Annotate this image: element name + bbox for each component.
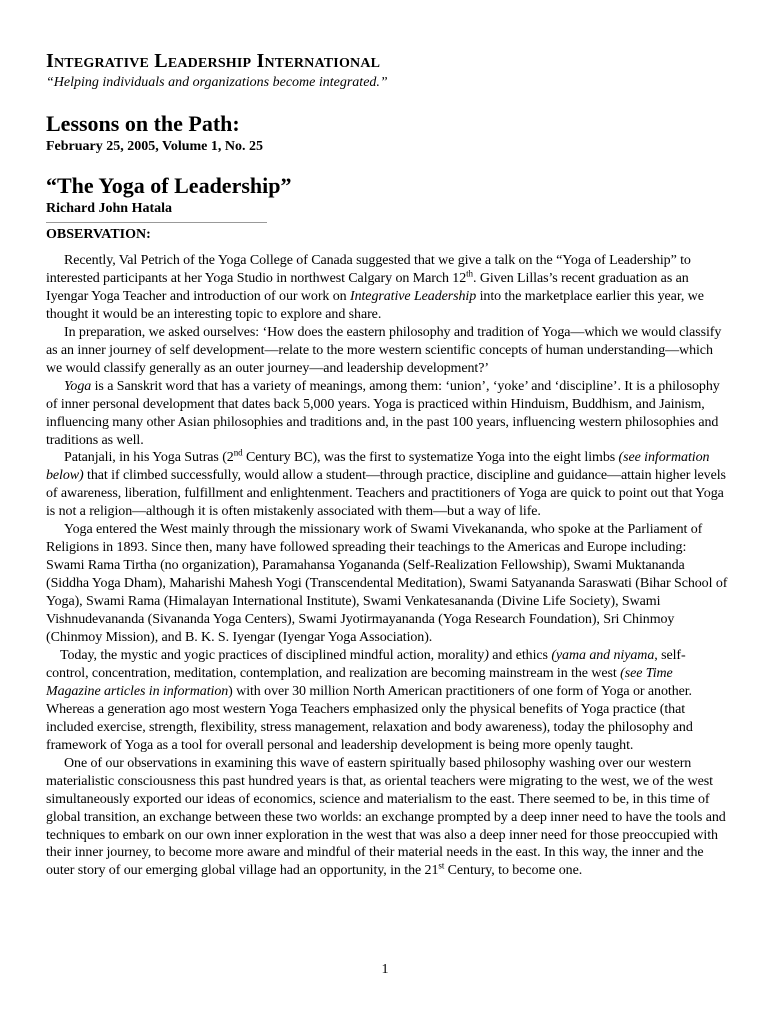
paragraph-6 — [46, 647, 728, 755]
issue-dateline: February 25, 2005, Volume 1, No. 25 — [46, 139, 263, 154]
paragraph-7 — [46, 755, 728, 881]
paragraph-5: Yoga entered the West mainly through the missionary work of Swami Vivekananda, who spoke at the Parliament of Religions in 1893. Since then, many have followed spreading their teachings to the Americas and Europe including: Swami Rama Tirtha (no organization), Paramahansa Yogananda (Self-Realization Fellowship), Swami Muktananda (Siddha Yoga Dham), Maharishi Mahesh Yogi (Transcendental Meditation), Swami Satyananda Saraswati (Bihar School of Yoga), Swami Rama (Himalayan International Institute), Swami Venkatesananda (Divine Life Society), Swami Vishnudevananda (Sivananda Yoga Centers), Swami Jyotirmayananda (Yoga Research Foundation), Sri Chinmoy (Chinmoy Mission), and B. K. S. Iyengar (Iyengar Yoga Association). — [46, 522, 728, 646]
paragraph-1-text-b: . Given Lillas’s recent graduation as an Iyengar Yoga Teacher and introduction of our work on — [46, 270, 689, 304]
section-heading: OBSERVATION: — [46, 227, 151, 242]
paragraph-4-text-c: that if climbed successfully, would allow a student—through practice, discipline and guidance—attain higher levels of awareness, liberation, fulfillment and enlightenment. Teachers and practitioners of Yoga are quick to point out that Yoga is not a religion—although it is often mistakenly associated with them—but a way of life. — [46, 468, 726, 520]
divider-line — [46, 222, 267, 223]
paragraph-4-text-b: Century BC), was the first to systematize Yoga into the eight limbs — [242, 450, 619, 466]
paragraph-1-text-c: into the marketplace earlier this year, we thought it would be an interesting topic to explore and share. — [46, 288, 704, 322]
paragraph-7-text-b: Century, to become one. — [444, 863, 583, 879]
paragraph-1-italic: Integrative Leadership — [350, 288, 477, 304]
paragraph-3-italic: Yoga — [64, 378, 92, 394]
paragraph-6-italic-c: (see Time Magazine articles in information — [46, 665, 673, 699]
article-author: Richard John Hatala — [46, 201, 173, 216]
paragraph-6-text-b: and ethics — [488, 647, 552, 663]
paragraph-6-text-d: ) with over 30 million North American practitioners of one form of Yoga or another. Whereas a generation ago most western Yoga Teachers emphasized only the physical benefits of Yoga practice (that included exercise, strength, flexibility, stress management, relaxation and body awareness), today the philosophy and framework of Yoga as a tool for overall personal and leadership development is being more openly taught. — [46, 683, 693, 753]
organization-tagline: “Helping individuals and organizations become integrated.” — [46, 75, 388, 90]
paragraph-4-italic: (see information below) — [46, 450, 710, 484]
paragraph-1 — [46, 252, 728, 324]
paragraph-6-text-c: , self-control, concentration, meditation, contemplation, and realization are becoming mainstream in the west — [46, 647, 686, 681]
paragraph-6-text-a: Today, the mystic and yogic practices of disciplined mindful action, morality — [60, 647, 485, 663]
paragraph-7-superscript: st — [438, 860, 445, 871]
paragraph-3 — [46, 378, 728, 450]
page-number: 1 — [381, 962, 389, 977]
paragraph-6-italic-a: ) — [484, 647, 489, 663]
paragraph-1-superscript: th — [466, 268, 473, 279]
paragraph-1-text-a: Recently, Val Petrich of the Yoga College of Canada suggested that we give a talk on the “Yoga of Leadership” to interested participants at her Yoga Studio in northwest Calgary on March 12 — [46, 253, 691, 286]
paragraph-6-italic-b: (yama and niyama — [551, 647, 655, 663]
organization-name: Integrative Leadership International — [46, 50, 381, 72]
paragraph-2: In preparation, we asked ourselves: ‘How does the eastern philosophy and tradition of Yoga—which we would classify as an inner journey of self development—relate to the more western scientific concepts of human understanding—which we would classify generally as an outer journey—and leadership development?’ — [46, 324, 722, 376]
paragraph-3-text: is a Sanskrit word that has a variety of meanings, among them: ‘union’, ‘yoke’ and ‘discipline’. It is a philosophy of inner personal development that dates back 5,000 years. Yoga is practiced within Hinduism, Buddhism, and Jainism, influencing many other Asian philosophies and traditions and, in the past 100 years, influencing western philosophies and traditions as well. — [46, 378, 720, 448]
paragraph-4 — [46, 449, 728, 521]
document-page — [46, 48, 728, 880]
series-title: Lessons on the Path: — [46, 111, 240, 136]
paragraph-4-superscript: nd — [233, 447, 243, 458]
article-title: “The Yoga of Leadership” — [46, 173, 292, 198]
paragraph-4-text-a: Patanjali, in his Yoga Sutras (2 — [64, 450, 234, 466]
paragraph-7-text-a: One of our observations in examining this wave of eastern spiritually based philosophy washing over our western materialistic consciousness this past hundred years is that, as oriental teachers were migrating to the west, we of the west simultaneously exported our ideas of economics, science and materialism to the east. There seemed to be, in this time of global transition, an exchange between these two worlds: an exchange prompted by a deep inner need to have the tools and techniques to embark on our own inner exploration in the west that was also a deep inner need for those preoccupied with their inner journey, to become more aware and mindful of their material needs in the east. In this way, the inner and the outer story of our emerging global village had an opportunity, in the 21 — [46, 755, 726, 879]
